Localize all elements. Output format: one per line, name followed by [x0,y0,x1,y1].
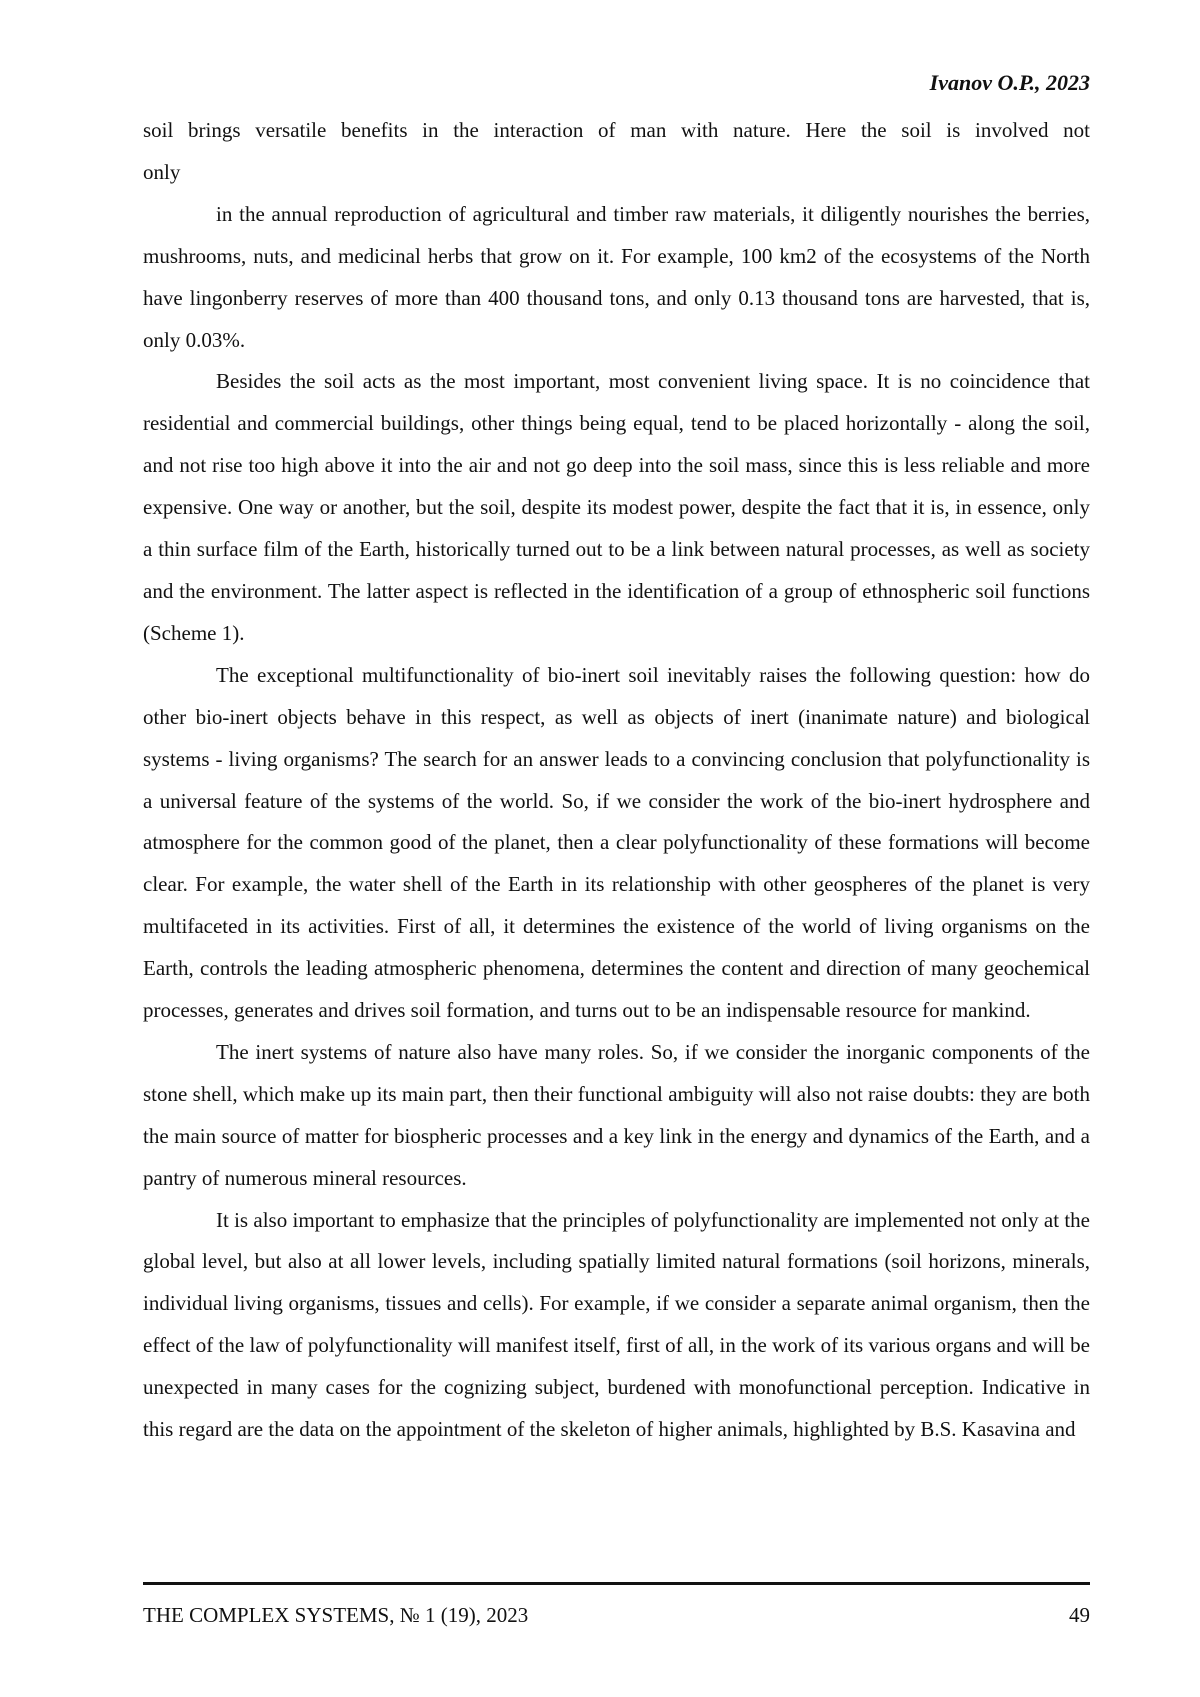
paragraph: The inert systems of nature also have many roles. So, if we consider the inorganic components of the stone shell, which make up its main part, then their functional ambiguity will also not raise doubts: they are both the main source of matter for biospheric processes and a key link in the energy and dynamics of the Earth, and a pantry of numerous mineral resources. [143,1039,1090,1190]
paragraph-continued-line: soil brings versatile benefits in the interaction of man with nature. Here the soil is involved not [143,118,1090,142]
running-head: Ivanov O.P., 2023 [929,70,1090,95]
footer-rule [143,1582,1090,1585]
paragraph-continued-tail: only [143,159,181,184]
paragraph: It is also important to emphasize that the principles of polyfunctionality are implemented not only at the global level, but also at all lower levels, including spatially limited natural formations (soil horizons, minerals, individual living organisms, tissues and cells). For example, if we consider a separate animal organism, then the effect of the law of polyfunctionality will manifest itself, first of all, in the work of its various organs and will be unexpected in many cases for the cognizing subject, burdened with monofunctional perception. Indicative in this regard are the data on the appointment of the skeleton of higher animals, highlighted by B.S. Kasavina and [143,1207,1090,1442]
paragraph: in the annual reproduction of agricultural and timber raw materials, it diligently nourishes the berries, mushrooms, nuts, and medicinal herbs that grow on it. For example, 100 km2 of the ecosystems of the North have lingonberry reserves of more than 400 thousand tons, and only 0.13 thousand tons are harvested, that is, only 0.03%. [143,201,1090,352]
body-text [143,110,1090,1451]
page-number: 49 [1069,1603,1090,1627]
paragraph: The exceptional multifunctionality of bio-inert soil inevitably raises the following question: how do other bio-inert objects behave in this respect, as well as objects of inert (inanimate nature) and biological systems - living organisms? The search for an answer leads to a convincing conclusion that polyfunctionality is a universal feature of the systems of the world. So, if we consider the work of the bio-inert hydrosphere and atmosphere for the common good of the planet, then a clear polyfunctionality of these formations will become clear. For example, the water shell of the Earth in its relationship with other geospheres of the planet is very multifaceted in its activities. First of all, it determines the existence of the world of living organisms on the Earth, controls the leading atmospheric phenomena, determines the content and direction of many geochemical processes, generates and drives soil formation, and turns out to be an indispensable resource for mankind. [143,662,1090,1023]
footer-journal-title: THE COMPLEX SYSTEMS, № 1 (19), 2023 [143,1603,529,1627]
paragraph: Besides the soil acts as the most important, most convenient living space. It is no coincidence that residential and commercial buildings, other things being equal, tend to be placed horizontally - along the soil, and not rise too high above it into the air and not go deep into the soil mass, since this is less reliable and more expensive. One way or another, but the soil, despite its modest power, despite the fact that it is, in essence, only a thin surface film of the Earth, historically turned out to be a link between natural processes, as well as society and the environment. The latter aspect is reflected in the identification of a group of ethnospheric soil functions (Scheme 1). [143,369,1090,645]
